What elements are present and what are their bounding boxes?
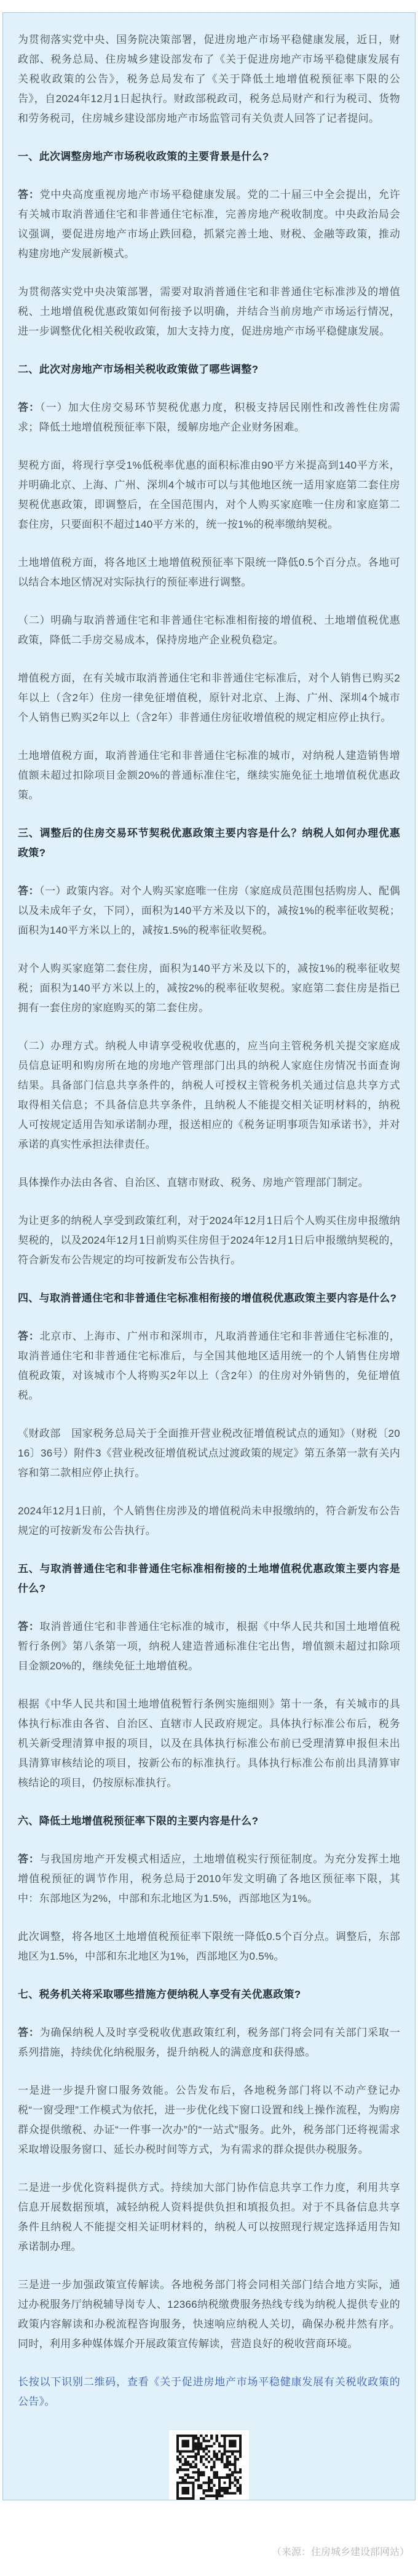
answer-prefix: 答： xyxy=(18,2027,40,2038)
paragraph: 为让更多的纳税人享受到政策红利，对于2024年12月1日后个人购买住房申报缴纳契税的，以及2024年12月1日前购买住房但于2024年12月1日后申报缴纳契税的，符合新发布公告规定的均可按新发布公告执行。 xyxy=(18,1215,400,1266)
question-heading: 三、调整后的住房交易环节契税优惠政策主要内容是什么？纳税人如何办理优惠政策? xyxy=(18,827,400,859)
paragraph: 《财政部 国家税务总局关于全面推开营业税改征增值税试点的通知》（财税〔2016〕36号）附件3《营业税改征增值税试点过渡政策的规定》第五条第一款有关内容和第二款相应停止执行。 xyxy=(18,1428,400,1479)
answer-paragraph: 答：与我国房地产开发模式相适应，土地增值税实行预征制度。为充分发挥土地增值税预征的调节作用，税务总局于2010年发文明确了各地区预征率下限，其中：东部地区为2%，中部和东北地区为1.5%，西部地区为1%。 xyxy=(18,1853,400,1904)
answer-paragraph: 答：（一）政策内容。对个人购买家庭唯一住房（家庭成员范围包括购房人、配偶以及未成年子女，下同），面积为140平方米及以下的，减按1%的税率征收契税；面积为140平方米以上的，减按1.5%的税率征收契税。 xyxy=(18,885,400,936)
paragraph: 三是进一步加强政策宣传解读。各地税务部门将会同相关部门结合地方实际，通过办税服务厅纳税辅导岗专人、12366纳税缴费服务热线专线为纳税人提供专业的政策内容解读和办税流程咨询服务，快速响应纳税人关切，确保办税井然有序。同时，利用多种媒体媒介开展政策宣传解读，营造良好的税收营商环境。 xyxy=(18,2279,400,2350)
paragraph: 土地增值税方面，取消普通住宅和非普通住宅标准的城市，对纳税人建造销售增值额未超过扣除项目金额20%的普通标准住宅，继续实施免征土地增值税优惠政策。 xyxy=(18,750,400,801)
article-body xyxy=(18,30,400,2354)
paragraph: （二）办理方式。纳税人申请享受税收优惠的，应当向主管税务机关提交家庭成员信息证明和购房所在地的房地产管理部门出具的纳税人家庭住房情况书面查询结果。具备部门信息共享条件的，纳税人可授权主管税务机关通过信息共享方式取得相关信息；不具备信息共享条件，且纳税人不能提交相关证明材料的，纳税人可按规定适用告知承诺制办理，报送相应的《税务证明事项告知承诺书》，并对承诺的真实性承担法律责任。 xyxy=(18,1040,400,1150)
qr-code[interactable] xyxy=(169,2430,249,2500)
qr-announcement-link[interactable]: 长按以下识别二维码，查看《关于促进房地产市场平稳健康发展有关税收政策的公告》。 xyxy=(18,2376,400,2407)
question-heading: 六、降低土地增值税预征率下限的主要内容是什么? xyxy=(18,1815,259,1827)
question-heading: 五、与取消普通住宅和非普通住宅标准相衔接的土地增值税优惠政策主要内容是什么? xyxy=(18,1563,400,1594)
paragraph: 2024年12月1日前，个人销售住房涉及的增值税尚未申报缴纳的，符合新发布公告规定的可按新发布公告执行。 xyxy=(18,1505,400,1536)
question-heading: 七、税务机关将采取哪些措施方便纳税人享受有关优惠政策? xyxy=(18,1989,301,2000)
question-heading: 四、与取消普通住宅和非普通住宅标准相衔接的增值税优惠政策主要内容是什么? xyxy=(18,1292,397,1304)
answer-prefix: 答： xyxy=(18,402,41,413)
paragraph: 根据《中华人民共和国土地增值税暂行条例实施细则》第十一条，有关城市的具体执行标准由各省、自治区、直辖市人民政府规定。具体执行标准公布后，税务机关新受理清算申报的项目，以及在具体执行标准公布前已受理清算申报但未出具清算审核结论的项目，按新公布的标准执行。具体执行标准公布前出具清算审核结论的项目，仍按原标准执行。 xyxy=(18,1698,400,1789)
answer-paragraph: 答：北京市、上海市、广州市和深圳市，凡取消普通住宅和非普通住宅标准的，取消普通住宅和非普通住宅标准后，与全国其他地区适用统一的个人销售住房增值税政策，对该城市个人将购买2年以上（含2年）的住房对外销售的，免征增值税。 xyxy=(18,1330,400,1401)
article-page xyxy=(0,12,418,2558)
answer-prefix: 答： xyxy=(18,885,40,897)
answer-prefix: 答： xyxy=(18,189,40,201)
paragraph: 此次调整，将各地区土地增值税预征率下限统一降低0.5个百分点。调整后，东部地区为1.5%，中部和东北地区为1%，西部地区为0.5%。 xyxy=(18,1931,400,1962)
paragraph: 契税方面，将现行享受1%低税率优惠的面积标准由90平方米提高到140平方米，并明确北京、上海、广州、深圳4个城市可以与其他地区统一适用家庭第二套住房契税优惠政策，即调整后，在全国范围内，对个人购买家庭唯一住房和家庭第二套住房，只要面积不超过140平方米的，统一按1%的税率缴纳契税。 xyxy=(18,459,400,530)
policy-qa-card xyxy=(2,12,416,2500)
answer-prefix: 答： xyxy=(18,1853,40,1865)
paragraph: 土地增值税方面，将各地区土地增值税预征率下限统一降低0.5个百分点。各地可以结合本地区情况对实际执行的预征率进行调整。 xyxy=(18,557,400,588)
answer-paragraph: 答：为确保纳税人及时享受税收优惠政策红利，税务部门将会同有关部门采取一系列措施，持续优化纳税服务，提升纳税人的满意度和获得感。 xyxy=(18,2027,400,2058)
paragraph: 对个人购买家庭第二套住房，面积为140平方米及以下的，减按1%的税率征收契税；面积为140平方米以上的，减按2%的税率征收契税。家庭第二套住房是指已拥有一套住房的家庭购买的第二套住房。 xyxy=(18,963,400,1014)
paragraph: 为贯彻落实党中央、国务院决策部署，促进房地产市场平稳健康发展，近日，财政部、税务总局、住房城乡建设部发布了《关于促进房地产市场平稳健康发展有关税收政策的公告》，税务总局发布了《关于降低土地增值税预征率下限的公告》，自2024年12月1日起执行。财政部税政司，税务总局财产和行为税司、货物和劳务税司，住房城乡建设部房地产市场监管司有关负责人回答了记者提问。 xyxy=(18,34,400,124)
question-heading: 一、此次调整房地产市场税收政策的主要背景是什么? xyxy=(18,151,269,162)
qr-code-image xyxy=(176,2435,242,2500)
paragraph: 具体操作办法由各省、自治区、直辖市财政、税务、房地产管理部门制定。 xyxy=(18,1177,369,1188)
answer-paragraph: 答：取消普通住宅和非普通住宅标准的城市，根据《中华人民共和国土地增值税暂行条例》第八条第一项，纳税人建造普通标准住宅出售，增值额未超过扣除项目金额20%的，继续免征土地增值税。 xyxy=(18,1621,400,1672)
question-heading: 二、此次对房地产市场相关税收政策做了哪些调整? xyxy=(18,364,259,375)
paragraph: 二是进一步优化资料提供方式。持续加大部门协作信息共享工作力度，利用共享信息开展数据预填，减轻纳税人资料提供负担和填报负担。对于不具备信息共享条件且纳税人不能提交相关证明材料的，纳税人可以按照现行规定选择适用告知承诺制办理。 xyxy=(18,2182,400,2252)
answer-paragraph: 答：（一）加大住房交易环节契税优惠力度，积极支持居民刚性和改善性住房需求；降低土地增值税预征率下限，缓解房地产企业财务困难。 xyxy=(18,402,400,433)
answer-prefix: 答： xyxy=(18,1621,40,1632)
answer-paragraph: 答：党中央高度重视房地产市场平稳健康发展。党的二十届三中全会提出，允许有关城市取消普通住宅和非普通住宅标准，完善房地产税收制度。中央政治局会议强调，要促进房地产市场止跌回稳，抓紧完善土地、财税、金融等政策，推动构建房地产发展新模式。 xyxy=(18,189,400,260)
answer-prefix: 答： xyxy=(18,1330,40,1342)
paragraph: 为贯彻落实党中央决策部署，需要对取消普通住宅和非普通住宅标准涉及的增值税、土地增值税优惠政策如何衔接予以明确，并结合当前房地产市场运行情况，进一步调整优化相关税收政策，加大支持力度，促进房地产市场平稳健康发展。 xyxy=(18,286,400,337)
paragraph: （二）明确与取消普通住宅和非普通住宅标准相衔接的增值税、土地增值税优惠政策，降低二手房交易成本，保持房地产企业税负稳定。 xyxy=(18,614,400,646)
source-attribution: （来源：住房城乡建设部网站） xyxy=(271,2547,409,2558)
paragraph: 一是进一步提升窗口服务效能。公告发布后，各地税务部门将以不动产登记办税“一窗受理”工作模式为依托，进一步优化线下窗口设置和线上操作流程，为购房群众提供缴税、办证“一件事一次办”的“一站式”服务。此外，税务部门还将视需求采取增设服务窗口、延长办税时间等方式，为有需求的群众提供办税服务。 xyxy=(18,2085,400,2155)
paragraph: 增值税方面，在有关城市取消普通住宅和非普通住宅标准后，对个人销售已购买2年以上（含2年）住房一律免征增值税，原针对北京、上海、广州、深圳4个城市个人销售已购买2年以上（含2年）非普通住房征收增值税的规定相应停止执行。 xyxy=(18,672,400,723)
